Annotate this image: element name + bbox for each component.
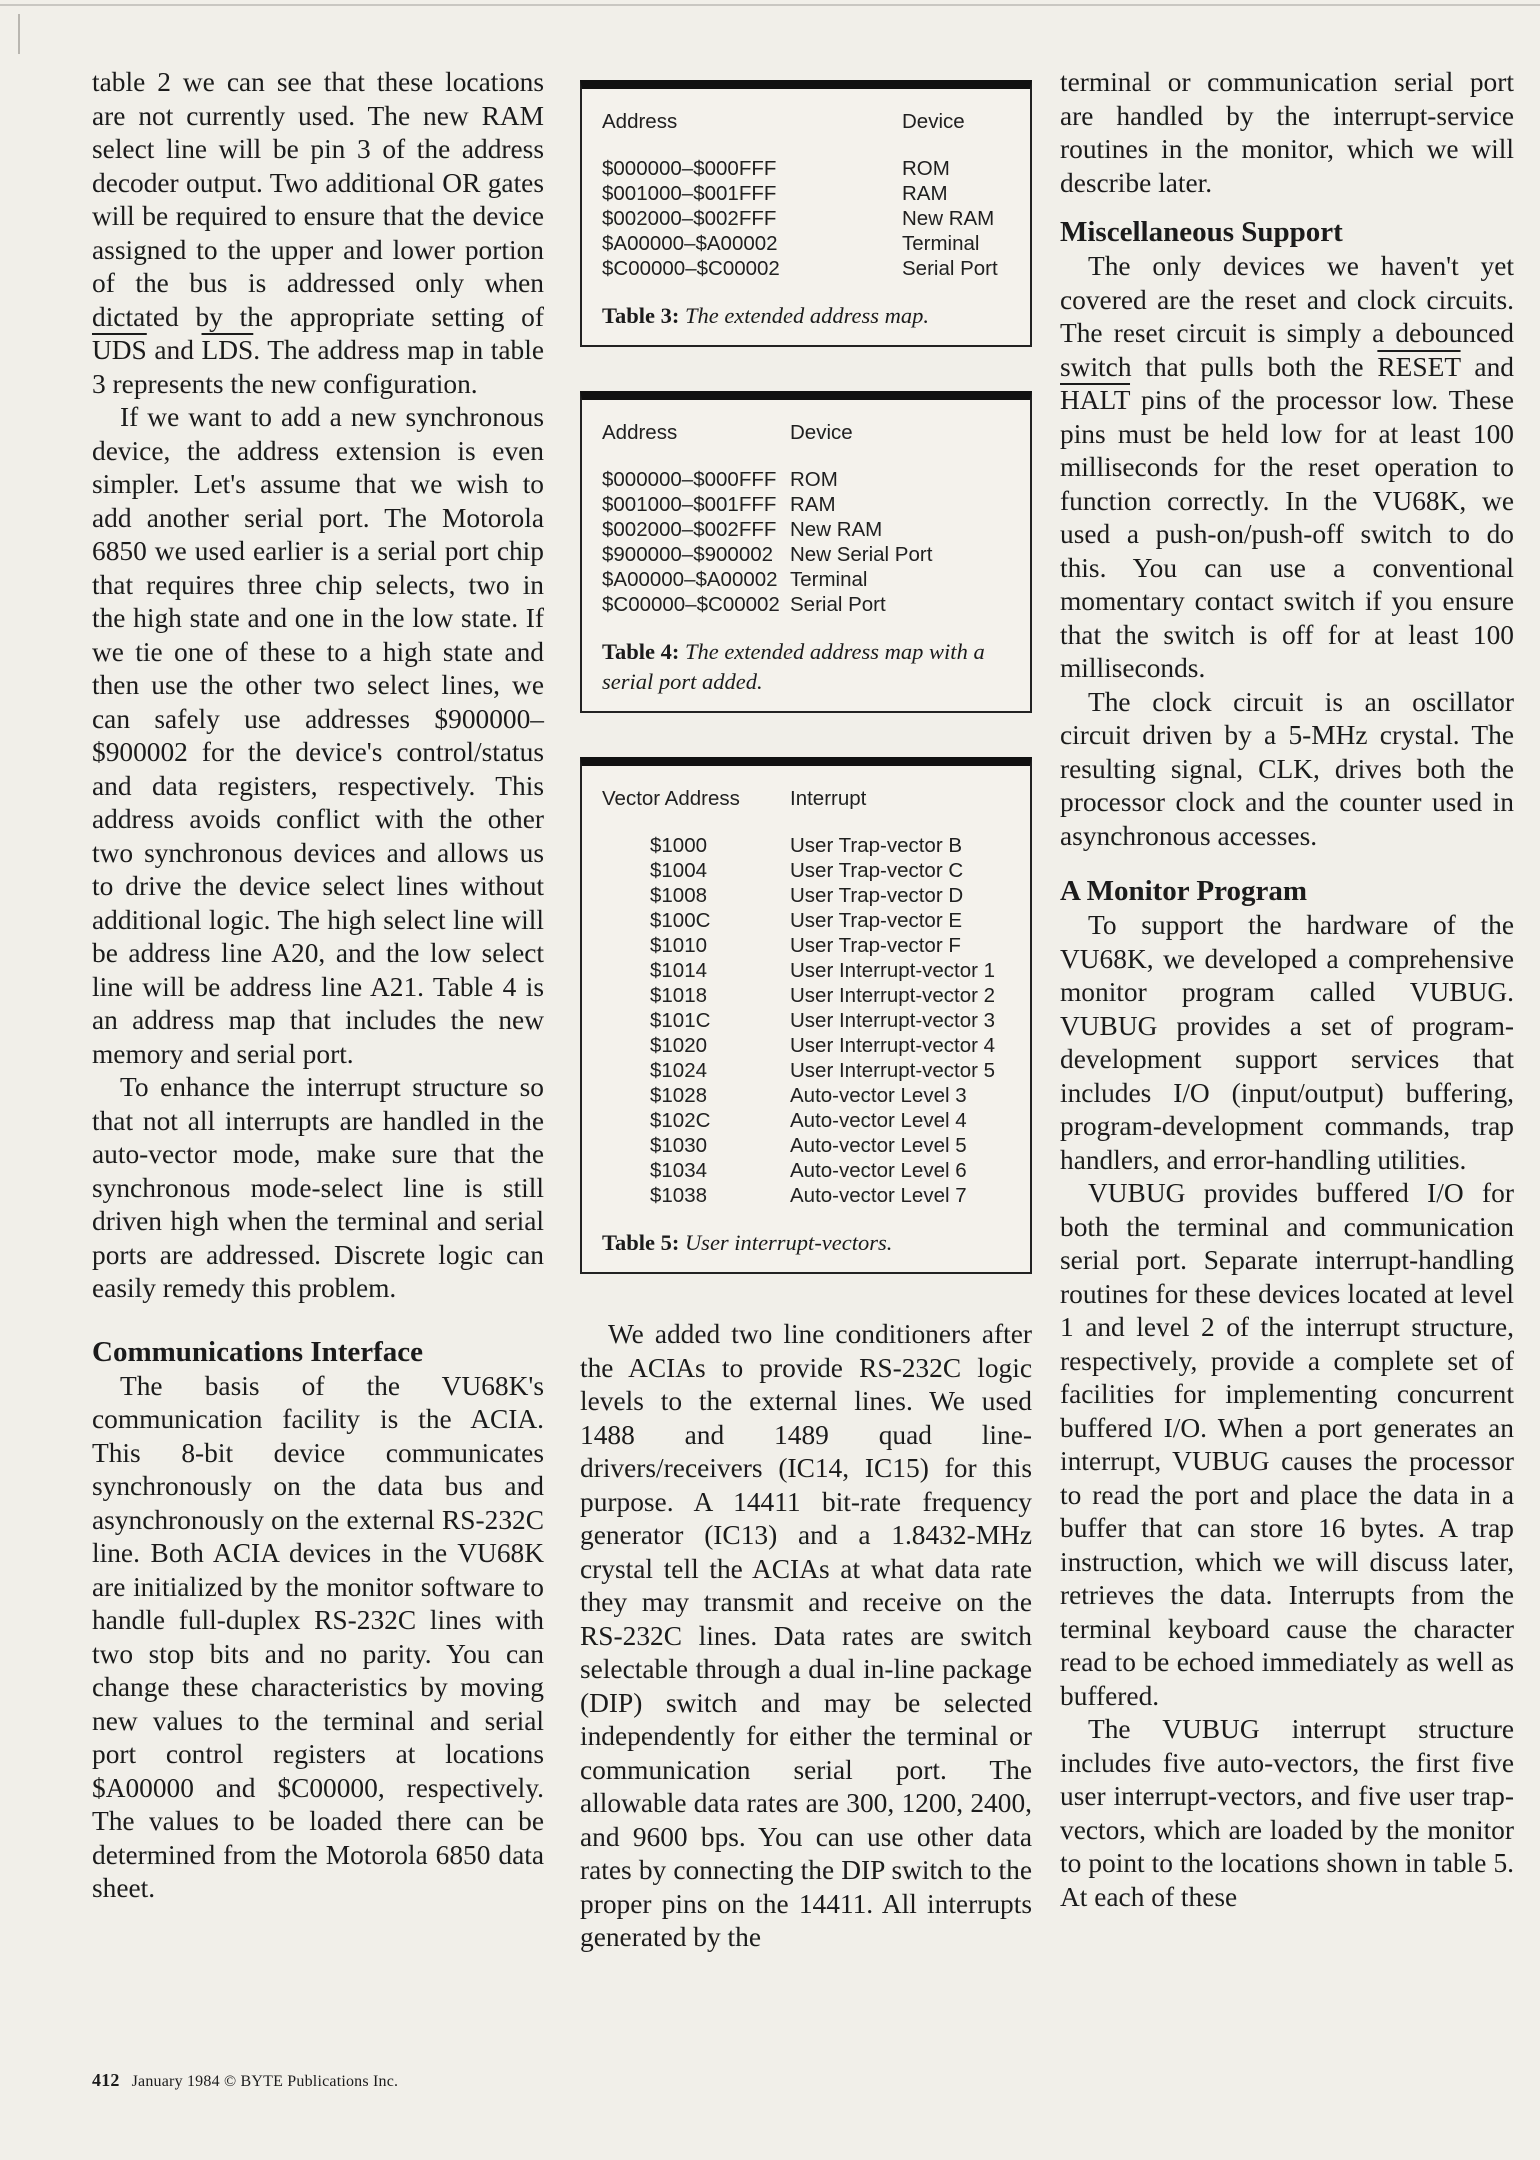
table-cell: New Serial Port <box>790 543 933 566</box>
table-row <box>602 517 1018 542</box>
binding-edge-mark <box>0 14 20 54</box>
right-column <box>1060 66 1514 1914</box>
page-top-rule <box>0 4 1540 6</box>
table-3-caption-text: The extended address map. <box>684 303 930 328</box>
table-3-caption-label: Table 3: <box>602 303 680 328</box>
table-row <box>602 206 1018 231</box>
communications-interface-heading: Communications Interface <box>92 1335 424 1368</box>
table-cell: User Trap-vector F <box>790 934 961 957</box>
table-cell: Auto-vector Level 7 <box>790 1184 967 1207</box>
table-row <box>602 231 1018 256</box>
table-5-caption-text: User interrupt-vectors. <box>684 1230 893 1255</box>
table-cell: $002000–$002FFF <box>602 207 777 230</box>
left-p1-text: table 2 we can see that these locations are not currently used. The new RAM select line will be pin 3 of the address decoder output. Two additional OR gates will be required to ensure that the device assigned to the upper and lower portion of the bus is addressed only when dictated by the appropriate setting of <box>92 67 544 332</box>
table-cell: $C00000–$C00002 <box>602 593 780 616</box>
right-p1a-text: The only devices we haven't yet covered are the reset and clock circuits. The reset circuit is simply a debounced switch that pulls both the <box>1060 251 1514 382</box>
table-cell: New RAM <box>790 518 883 541</box>
table-3 <box>580 80 1032 347</box>
table-5 <box>580 757 1032 1274</box>
table-row <box>602 156 1018 181</box>
left-column <box>92 66 544 1906</box>
table-row <box>602 542 1018 567</box>
middle-paragraph-1: We added two line conditioners after the ACIAs to provide RS-232C logic levels to the external lines. We used 1488 and 1489 quad line-drivers/receivers (IC14, IC15) for this purpose. A 14411 bit-rate frequency generator (IC13) and a 1.8432-MHz crystal tell the ACIAs at what data rate they may transmit and receive on the RS-232C lines. Data rates are switch selectable through a dual in-line package (DIP) switch and may be selected independently for either the terminal or communication serial port. The allowable data rates are 300, 1200, 2400, and 9600 bps. You can use other data rates by connecting the DIP switch to the proper pins on the 14411. All interrupts generated by the <box>580 1319 1032 1952</box>
table-cell: $900000–$900002 <box>602 543 774 566</box>
left-paragraph-4: The basis of the VU68K's communication facility is the ACIA. This 8-bit device communicates synchronously on the data bus and asynchronously on the external RS-232C line. Both ACIA devices in the VU68K are initialized by the monitor software to handle full-duplex RS-232C lines with two stop bits and no parity. You can change these characteristics by moving new values to the terminal and serial port control registers at locations $A00000 and $C00000, respectively. The values to be loaded there can be determined from the Motorola 6850 data sheet. <box>92 1370 544 1903</box>
table-cell: Auto-vector Level 5 <box>790 1134 967 1157</box>
right-paragraph-3: To support the hardware of the VU68K, we developed a comprehensive monitor program called VUBUG. VUBUG provides a set of program-development support services that includes I/O (input/output) buffering, program-development commands, trap handlers, and error-handling utilities. <box>1060 910 1514 1175</box>
table-cell: $1024 <box>650 1059 708 1082</box>
table-row <box>602 567 1018 592</box>
table-4-caption-label: Table 4: <box>602 639 680 664</box>
table-5-col-vector-address: Vector Address <box>602 787 740 810</box>
left-paragraph-1 <box>92 66 544 401</box>
table-cell: $002000–$002FFF <box>602 518 777 541</box>
table-row <box>602 858 1018 883</box>
table-row <box>602 492 1018 517</box>
table-cell: Terminal <box>790 568 868 591</box>
table-cell: $1020 <box>650 1034 708 1057</box>
table-row <box>602 1058 1018 1083</box>
right-p1-and: and <box>1460 351 1514 382</box>
table-cell: $1004 <box>650 859 708 882</box>
table-row <box>602 1133 1018 1158</box>
table-4-caption <box>602 637 1018 697</box>
left-p1b-text: . The address map in table 3 represents the new configuration. <box>92 335 544 399</box>
table-cell: User Interrupt-vector 1 <box>790 959 996 982</box>
table-cell: User Interrupt-vector 2 <box>790 984 996 1007</box>
page-footer <box>92 2070 398 2091</box>
table-cell: ROM <box>902 157 950 180</box>
right-paragraph-1 <box>1060 250 1514 686</box>
table-cell: Auto-vector Level 6 <box>790 1159 967 1182</box>
table-cell: $1008 <box>650 884 708 907</box>
table-cell: RAM <box>790 493 836 516</box>
table-cell: ROM <box>790 468 838 491</box>
page-number: 412 <box>92 2070 120 2090</box>
table-row <box>602 181 1018 206</box>
table-3-col-address: Address <box>602 110 678 133</box>
table-cell: $1010 <box>650 934 708 957</box>
left-p1-and: and <box>146 335 202 365</box>
table-cell: $001000–$001FFF <box>602 493 777 516</box>
lds-signal: $\overline{LDS}$ <box>201 335 254 365</box>
right-paragraph-2: The clock circuit is an oscillator circuit driven by a 5-MHz crystal. The resulting signal, CLK, drives both the processor clock and the counter used in asynchronous accesses. <box>1060 686 1514 851</box>
uds-signal: $\overline{UDS}$ <box>92 335 147 365</box>
table-cell: $001000–$001FFF <box>602 182 777 205</box>
table-row <box>602 1083 1018 1108</box>
table-cell: User Trap-vector B <box>790 834 963 857</box>
reset-signal: RESET <box>1377 351 1461 382</box>
table-cell: Terminal <box>902 232 980 255</box>
table-3-header <box>602 109 1018 134</box>
table-cell: $1028 <box>650 1084 708 1107</box>
table-cell: $000000–$000FFF <box>602 468 777 491</box>
table-4-header <box>602 420 1018 445</box>
table-row <box>602 1158 1018 1183</box>
table-cell: $C00000–$C00002 <box>602 257 780 280</box>
table-cell: $1014 <box>650 959 708 982</box>
table-cell: $A00000–$A00002 <box>602 232 778 255</box>
table-cell: User Trap-vector D <box>790 884 964 907</box>
miscellaneous-support-heading: Miscellaneous Support <box>1060 216 1343 248</box>
table-4-col-device: Device <box>790 421 853 444</box>
table-5-caption <box>602 1228 1018 1258</box>
table-row <box>602 883 1018 908</box>
right-paragraph-4: VUBUG provides buffered I/O for both the terminal and communication serial port. Separate interrupt-handling routines for these devices located at level 1 and level 2 of the interrupt structure, respectively, provide a complete set of facilities for implementing concurrent buffered I/O. When a port generates an interrupt, VUBUG causes the processor to read the port and place the data in a buffer that can store 16 bytes. A trap instruction, which we will discuss later, retrieves the data. Interrupts from the terminal keyboard cause the character read to be echoed immediately as well as buffered. <box>1060 1178 1514 1711</box>
table-3-col-device: Device <box>902 110 965 133</box>
table-row <box>602 592 1018 617</box>
table-cell: $102C <box>650 1109 711 1132</box>
table-cell: Serial Port <box>790 593 886 616</box>
table-5-caption-label: Table 5: <box>602 1230 680 1255</box>
table-cell: $1030 <box>650 1134 708 1157</box>
table-4-col-address: Address <box>602 421 678 444</box>
table-cell: $000000–$000FFF <box>602 157 777 180</box>
table-row <box>602 983 1018 1008</box>
table-row <box>602 256 1018 281</box>
table-cell: $1034 <box>650 1159 708 1182</box>
table-row <box>602 958 1018 983</box>
table-row <box>602 1108 1018 1133</box>
table-row <box>602 908 1018 933</box>
table-row <box>602 1008 1018 1033</box>
right-paragraph-0: terminal or communication serial port are handled by the interrupt-service routines in the monitor, which we will describe later. <box>1060 67 1514 198</box>
table-3-caption <box>602 301 1018 331</box>
table-cell: Auto-vector Level 3 <box>790 1084 967 1107</box>
monitor-program-heading: A Monitor Program <box>1060 875 1307 907</box>
left-paragraph-3: To enhance the interrupt structure so that not all interrupts are handled in the auto-vector mode, make sure that the synchronous mode-select line is still driven high when the terminal and serial ports are addressed. Discrete logic can easily remedy this problem. <box>92 1072 544 1303</box>
table-cell: $101C <box>650 1009 711 1032</box>
footer-credit: January 1984 © BYTE Publications Inc. <box>131 2073 399 2090</box>
table-row <box>602 1033 1018 1058</box>
table-cell: User Trap-vector E <box>790 909 963 932</box>
table-5-col-interrupt: Interrupt <box>790 787 867 810</box>
table-row <box>602 933 1018 958</box>
table-row <box>602 467 1018 492</box>
table-row <box>602 833 1018 858</box>
table-cell: User Trap-vector C <box>790 859 964 882</box>
table-cell: User Interrupt-vector 5 <box>790 1059 996 1082</box>
table-cell: User Interrupt-vector 4 <box>790 1034 996 1057</box>
table-cell: RAM <box>902 182 948 205</box>
table-cell: $1038 <box>650 1184 708 1207</box>
table-cell: Serial Port <box>902 257 998 280</box>
table-cell: $1018 <box>650 984 708 1007</box>
table-cell: $A00000–$A00002 <box>602 568 778 591</box>
table-cell: New RAM <box>902 207 995 230</box>
halt-signal: HALT <box>1060 385 1131 415</box>
table-cell: $1000 <box>650 834 708 857</box>
right-p1b-text: pins of the processor low. These pins must be held low for at least 100 milliseconds for the reset operation to function correctly. In the VU68K, we used a push-on/push-off switch to do this. You can use a conventional momentary contact switch if you ensure that the switch is off for at least 100 milliseconds. <box>1060 385 1514 683</box>
left-paragraph-2: If we want to add a new synchronous device, the address extension is even simpler. Let's assume that we wish to add another serial port. The Motorola 6850 we used earlier is a serial port chip that requires three chip selects, two in the high state and one in the low state. If we tie one of these to a high state and then use the other two select lines, we can safely use addresses $900000–$900002 for the device's control/status and data registers, respectively. This address avoids conflict with the other two synchronous devices and allows us to drive the device select lines without additional logic. The high select line will be address line A20, and the low select line will be address line A21. Table 4 is an address map that includes the new memory and serial port. <box>92 402 544 1069</box>
right-paragraph-5: The VUBUG interrupt structure includes five auto-vectors, the first five user interrupt-vectors, and five user trap-vectors, which are loaded by the monitor to point to the locations shown in table 5. At each of these <box>1060 1714 1514 1912</box>
table-cell: User Interrupt-vector 3 <box>790 1009 996 1032</box>
table-5-header <box>602 786 1018 811</box>
middle-column <box>580 80 1032 1955</box>
table-row <box>602 1183 1018 1208</box>
table-cell: $100C <box>650 909 711 932</box>
table-4 <box>580 391 1032 713</box>
table-4-caption-text: The extended address map with a serial port added. <box>602 639 985 694</box>
table-cell: Auto-vector Level 4 <box>790 1109 967 1132</box>
